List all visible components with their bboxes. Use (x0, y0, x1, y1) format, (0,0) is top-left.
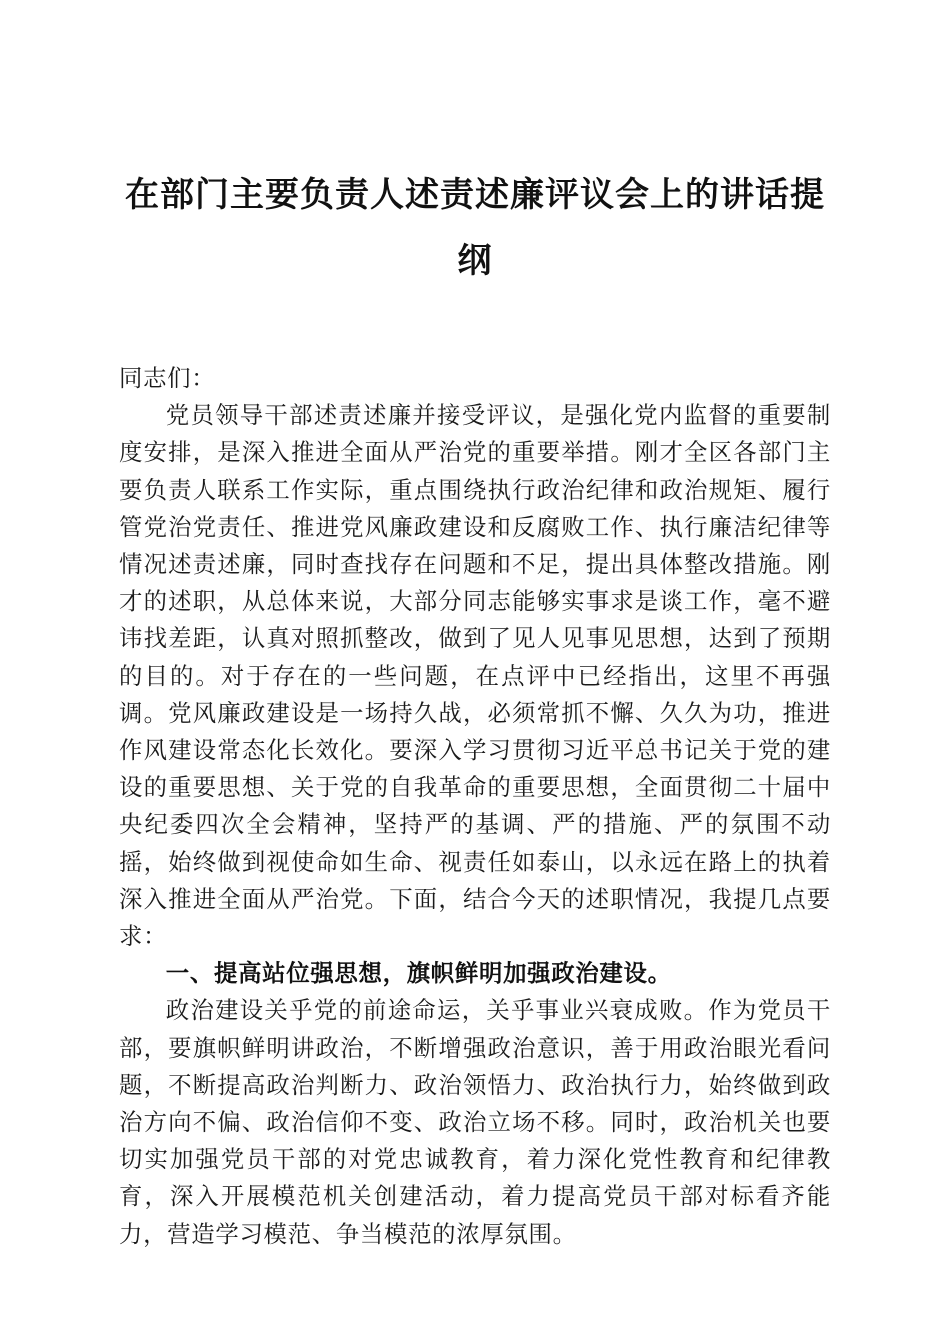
document-body (119, 360, 831, 1253)
salutation: 同志们： (119, 364, 216, 392)
section-paragraph: 政治建设关乎党的前途命运，关乎事业兴衰成败。作为党员干部，要旗帜鲜明讲政治，不断增强政治意识，善于用政治眼光看问题，不断提高政治判断力、政治领悟力、政治执行力，始终做到政治方向不偏、政治信仰不变、政治立场不移。同时，政治机关也要切实加强党员干部的对党忠诚教育，着力深化党性教育和纪律教育，深入开展模范机关创建活动，着力提高党员干部对标看齐能力，营造学习模范、争当模范的浓厚氛围。 (119, 996, 831, 1248)
document-title: 在部门主要负责人述责述廉评议会上的讲话提纲 (125, 175, 825, 281)
opening-paragraph: 党员领导干部述责述廉并接受评议，是强化党内监督的重要制度安排，是深入推进全面从严治党的重要举措。刚才全区各部门主要负责人联系工作实际，重点围绕执行政治纪律和政治规矩、履行管党治党责任、推进党风廉政建设和反腐败工作、执行廉洁纪律等情况述责述廉，同时查找存在问题和不足，提出具体整改措施。刚才的述职，从总体来说，大部分同志能够实事求是谈工作，毫不避讳找差距，认真对照抓整改，做到了见人见事见思想，达到了预期的目的。对于存在的一些问题，在点评中已经指出，这里不再强调。党风廉政建设是一场持久战，必须常抓不懈、久久为功，推进作风建设常态化长效化。要深入学习贯彻习近平总书记关于党的建设的重要思想、关于党的自我革命的重要思想，全面贯彻二十届中央纪委四次全会精神，坚持严的基调、严的措施、严的氛围不动摇，始终做到视使命如生命、视责任如泰山，以永远在路上的执着深入推进全面从严治党。下面，结合今天的述职情况，我提几点要求： (119, 401, 831, 951)
section-heading: 一、提高站位强思想，旗帜鲜明加强政治建设。 (165, 959, 672, 988)
